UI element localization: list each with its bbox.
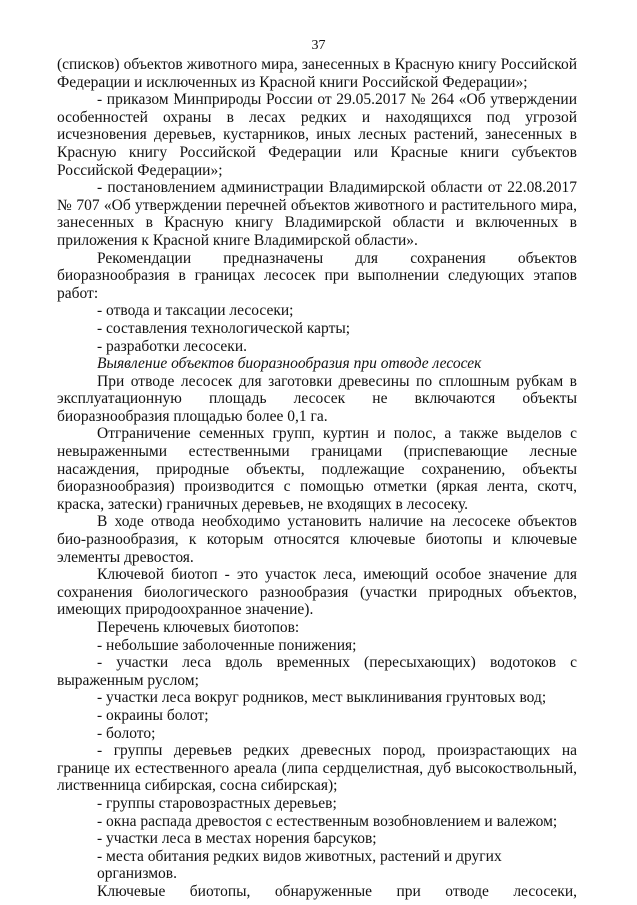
paragraph-order-264: - приказом Минприроды России от 29.05.2017 № 264 «Об утверждении особенностей охраны в лесах редких и находящихся под угрозой исчезновения деревьев, кустарников, иных лесных растений, занесенных в Красную книгу Российской Федерации или Красные книги субъектов Российской Федерации»; [57,91,577,179]
list-item: - участки леса вдоль временных (пересыхающих) водотоков с выраженным руслом; [57,654,577,689]
paragraph-identification: В ходе отвода необходимо установить наличие на лесосеке объектов био-разнообразия, к которым относятся ключевые биотопы и ключевые элементы древостоя. [57,513,577,566]
section-heading: Выявление объектов биоразнообразия при отводе лесосек [97,355,482,373]
closing-line: Ключевые биотопы, обнаруженные при отводе лесосеки, [97,882,577,900]
list-item: - разработки лесосеки. [97,337,247,355]
list-item: - участки леса вокруг родников, мест выклинивания грунтовых вод; [97,689,547,707]
document-body [57,56,577,901]
paragraph-delimitation: Отграничение семенных групп, куртин и полос, а также выделов с невыраженными естественными границами (приспевающие лесные насаждения, природные объекты, подлежащие сохранению, объекты биоразнообразия) производится с помощью отметки (яркая лента, скотч, краска, затески) граничных деревьев, не входящих в лесосеку. [57,425,577,513]
list-item: - окна распада древостоя с естественным возобновлением и валежом; [97,812,558,830]
paragraph-exclusion: При отводе лесосек для заготовки древесины по сплошным рубкам в эксплуатационную площадь лесосек не включаются объекты биоразнообразия площадью более 0,1 га. [57,372,577,425]
list-item: - группы старовозрастных деревьев; [97,794,337,812]
page-number: 37 [311,38,326,53]
paragraph-recommendations: Рекомендации предназначены для сохранения объектов биоразнообразия в границах лесосек при выполнении следующих этапов работ: [57,249,577,302]
biotopes-list-intro: Перечень ключевых биотопов: [97,619,300,636]
paragraph-continuation: (списков) объектов животного мира, занесенных в Красную книгу Российской Федерации и исключенных из Красной книги Российской Федерации»; [57,56,577,91]
biotopes-list [57,637,577,883]
list-item: - места обитания редких видов животных, растений и других организмов. [97,847,502,883]
list-item: - окраины болот; [97,706,209,724]
list-item: - отвода и таксации лесосеки; [97,302,294,320]
list-item: - болото; [97,724,156,742]
stages-list [57,302,577,355]
paragraph-key-biotope-definition: Ключевой биотоп - это участок леса, имеющий особое значение для сохранения биологического разнообразия (участки природных объектов, имеющих природоохранное значение). [57,566,577,619]
list-item: - группы деревьев редких древесных пород, произрастающих на границе их естественного ареала (липа сердцелистная, дуб высокоствольный, лиственница сибирская, сосна сибирская); [57,742,577,795]
list-item: - составления технологической карты; [97,319,351,337]
paragraph-resolution-707: - постановлением администрации Владимирской области от 22.08.2017 № 707 «Об утверждении перечней объектов животного и растительного мира, занесенных в Красную книгу Владимирской области и включенных в приложения к Красной книге Владимирской области». [57,179,577,249]
list-item: - небольшие заболоченные понижения; [97,636,357,654]
list-item: - участки леса в местах норения барсуков; [97,830,377,848]
